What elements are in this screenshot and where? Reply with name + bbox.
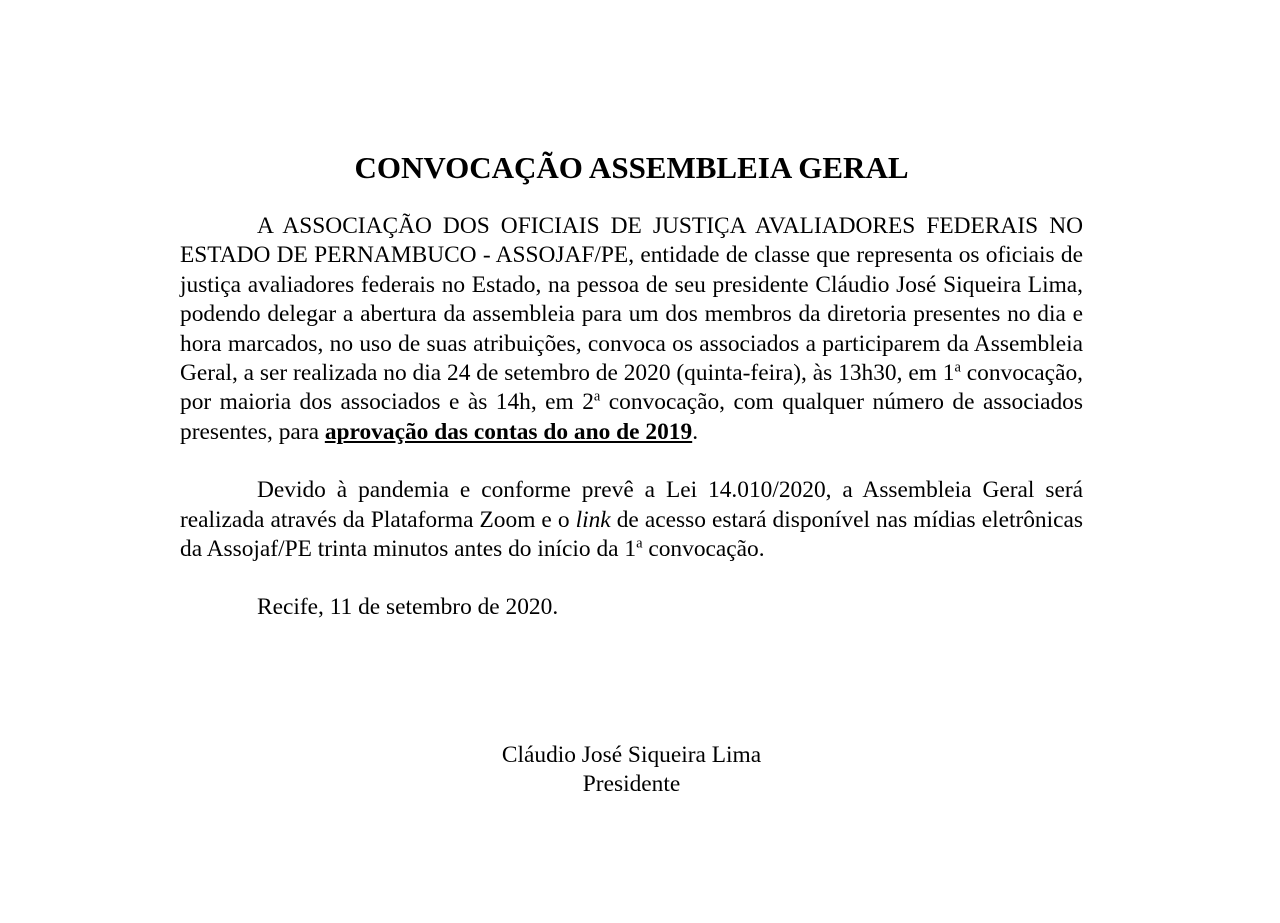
- paragraph2-rest: de acesso estará disponível nas mídias eletrônicas da Assojaf/PE trinta minutos antes do início da 1: [180, 506, 1083, 563]
- paragraph2-start: Devido à pandemia e conforme prevê a Lei 14.010/2020, a Assembleia Geral será realizada através da Plataforma Zoom e o: [180, 477, 1083, 533]
- document-body: [180, 148, 1083, 623]
- pandemic-paragraph: [180, 476, 1083, 564]
- paragraph2-end: convocação.: [642, 536, 765, 563]
- paragraph1-tail: convocação, com qualquer número de associados presentes, para: [180, 389, 1083, 445]
- paragraph-spacer: [180, 447, 1083, 476]
- document-title: CONVOCAÇÃO ASSEMBLEIA GERAL: [354, 150, 909, 185]
- paragraph-spacer: [180, 564, 1083, 593]
- ordinal-first: a: [954, 359, 961, 376]
- signatory-name: Cláudio José Siqueira Lima: [501, 742, 762, 768]
- signature-block: [180, 741, 1083, 800]
- paragraph1-end: .: [692, 418, 699, 445]
- signatory-role: Presidente: [582, 771, 681, 798]
- ordinal-second: a: [593, 388, 601, 405]
- date-line: Recife, 11 de setembro de 2020.: [257, 594, 559, 621]
- paragraph1-intro: A ASSOCIAÇÃO DOS OFICIAIS DE JUSTIÇA AVALIADORES FEDERAIS NO ESTADO DE PERNAMBUCO - ASSOJAF/PE, entidade de classe que representa os oficiais de justiça avaliadores federais no Estado, na pessoa de seu presidente Cláudio José Siqueira Lima, podendo delegar a abertura da assembleia para um dos membros da diretoria presentes no dia e hora marcados, no uso de suas atribuições, convoca os associados a participarem da Assembleia Geral, a ser realizada no dia 24 de setembro de 2020 (quinta-feira), às 13h30, em 1: [180, 213, 1083, 387]
- link-word: link: [575, 506, 611, 533]
- paragraph1-middle: convocação, por maioria dos associados e às 14h, em 2: [180, 360, 1083, 416]
- agenda-emphasis: aprovação das contas do ano de 2019: [324, 418, 693, 445]
- convocation-paragraph: [180, 212, 1083, 447]
- ordinal-first-2: a: [636, 535, 643, 552]
